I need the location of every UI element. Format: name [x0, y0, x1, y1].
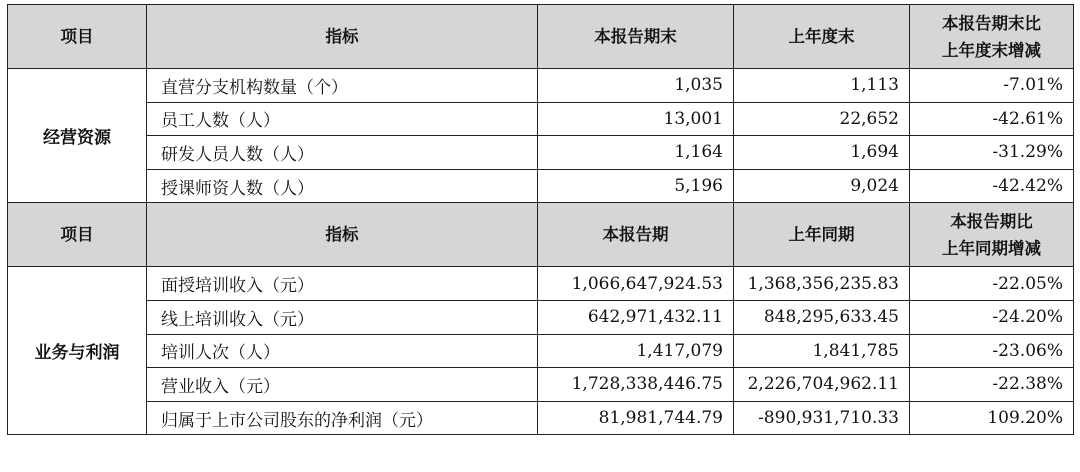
change-cell: -22.05%	[910, 267, 1074, 301]
change-cell: -24.20%	[910, 300, 1074, 334]
header-change-line1: 本报告期比	[950, 211, 1033, 231]
previous-value-cell: 1,368,356,235.83	[734, 267, 910, 301]
indicator-cell: 授课师资人数（人）	[147, 169, 538, 203]
section2-header-row	[8, 203, 1074, 267]
change-cell: -7.01%	[910, 69, 1074, 103]
previous-value-cell: 22,652	[734, 102, 910, 136]
change-cell: -42.42%	[910, 169, 1074, 203]
header-change	[910, 203, 1074, 267]
table-row	[8, 401, 1074, 435]
previous-value-cell: 848,295,633.45	[734, 300, 910, 334]
header-current-period-end: 本报告期末	[538, 5, 734, 69]
change-cell: -31.29%	[910, 136, 1074, 170]
indicator-cell: 员工人数（人）	[147, 102, 538, 136]
header-indicator: 指标	[147, 5, 538, 69]
table-row	[8, 300, 1074, 334]
change-cell: -22.38%	[910, 368, 1074, 402]
header-item: 项目	[8, 203, 147, 267]
indicator-cell: 面授培训收入（元）	[147, 267, 538, 301]
header-change	[910, 5, 1074, 69]
table-row	[8, 267, 1074, 301]
previous-value-cell: 1,113	[734, 69, 910, 103]
indicator-cell: 培训人次（人）	[147, 334, 538, 368]
financial-table	[7, 4, 1074, 435]
header-item: 项目	[8, 5, 147, 69]
current-value-cell: 1,417,079	[538, 334, 734, 368]
previous-value-cell: 9,024	[734, 169, 910, 203]
table-row	[8, 136, 1074, 170]
current-value-cell: 642,971,432.11	[538, 300, 734, 334]
header-same-period-last-year: 上年同期	[734, 203, 910, 267]
table-row	[8, 169, 1074, 203]
change-cell: -23.06%	[910, 334, 1074, 368]
table-row	[8, 69, 1074, 103]
header-change-line2: 上年度末增减	[942, 40, 1041, 60]
indicator-cell: 营业收入（元）	[147, 368, 538, 402]
indicator-cell: 研发人员人数（人）	[147, 136, 538, 170]
indicator-cell: 归属于上市公司股东的净利润（元）	[147, 401, 538, 435]
previous-value-cell: 1,841,785	[734, 334, 910, 368]
header-indicator: 指标	[147, 203, 538, 267]
current-value-cell: 1,728,338,446.75	[538, 368, 734, 402]
previous-value-cell: 2,226,704,962.11	[734, 368, 910, 402]
current-value-cell: 1,164	[538, 136, 734, 170]
header-current-period: 本报告期	[538, 203, 734, 267]
change-cell: -42.61%	[910, 102, 1074, 136]
table-row	[8, 334, 1074, 368]
header-change-line2: 上年同期增减	[942, 238, 1041, 258]
table-row	[8, 102, 1074, 136]
change-cell: 109.20%	[910, 401, 1074, 435]
header-change-line1: 本报告期末比	[942, 13, 1041, 33]
previous-value-cell: -890,931,710.33	[734, 401, 910, 435]
table-row	[8, 368, 1074, 402]
indicator-cell: 线上培训收入（元）	[147, 300, 538, 334]
current-value-cell: 5,196	[538, 169, 734, 203]
indicator-cell: 直营分支机构数量（个）	[147, 69, 538, 103]
current-value-cell: 81,981,744.79	[538, 401, 734, 435]
current-value-cell: 1,066,647,924.53	[538, 267, 734, 301]
header-previous-year-end: 上年度末	[734, 5, 910, 69]
current-value-cell: 1,035	[538, 69, 734, 103]
group-label-operating-resources: 经营资源	[8, 69, 147, 203]
previous-value-cell: 1,694	[734, 136, 910, 170]
current-value-cell: 13,001	[538, 102, 734, 136]
section1-header-row	[8, 5, 1074, 69]
group-label-business-and-profit: 业务与利润	[8, 267, 147, 435]
